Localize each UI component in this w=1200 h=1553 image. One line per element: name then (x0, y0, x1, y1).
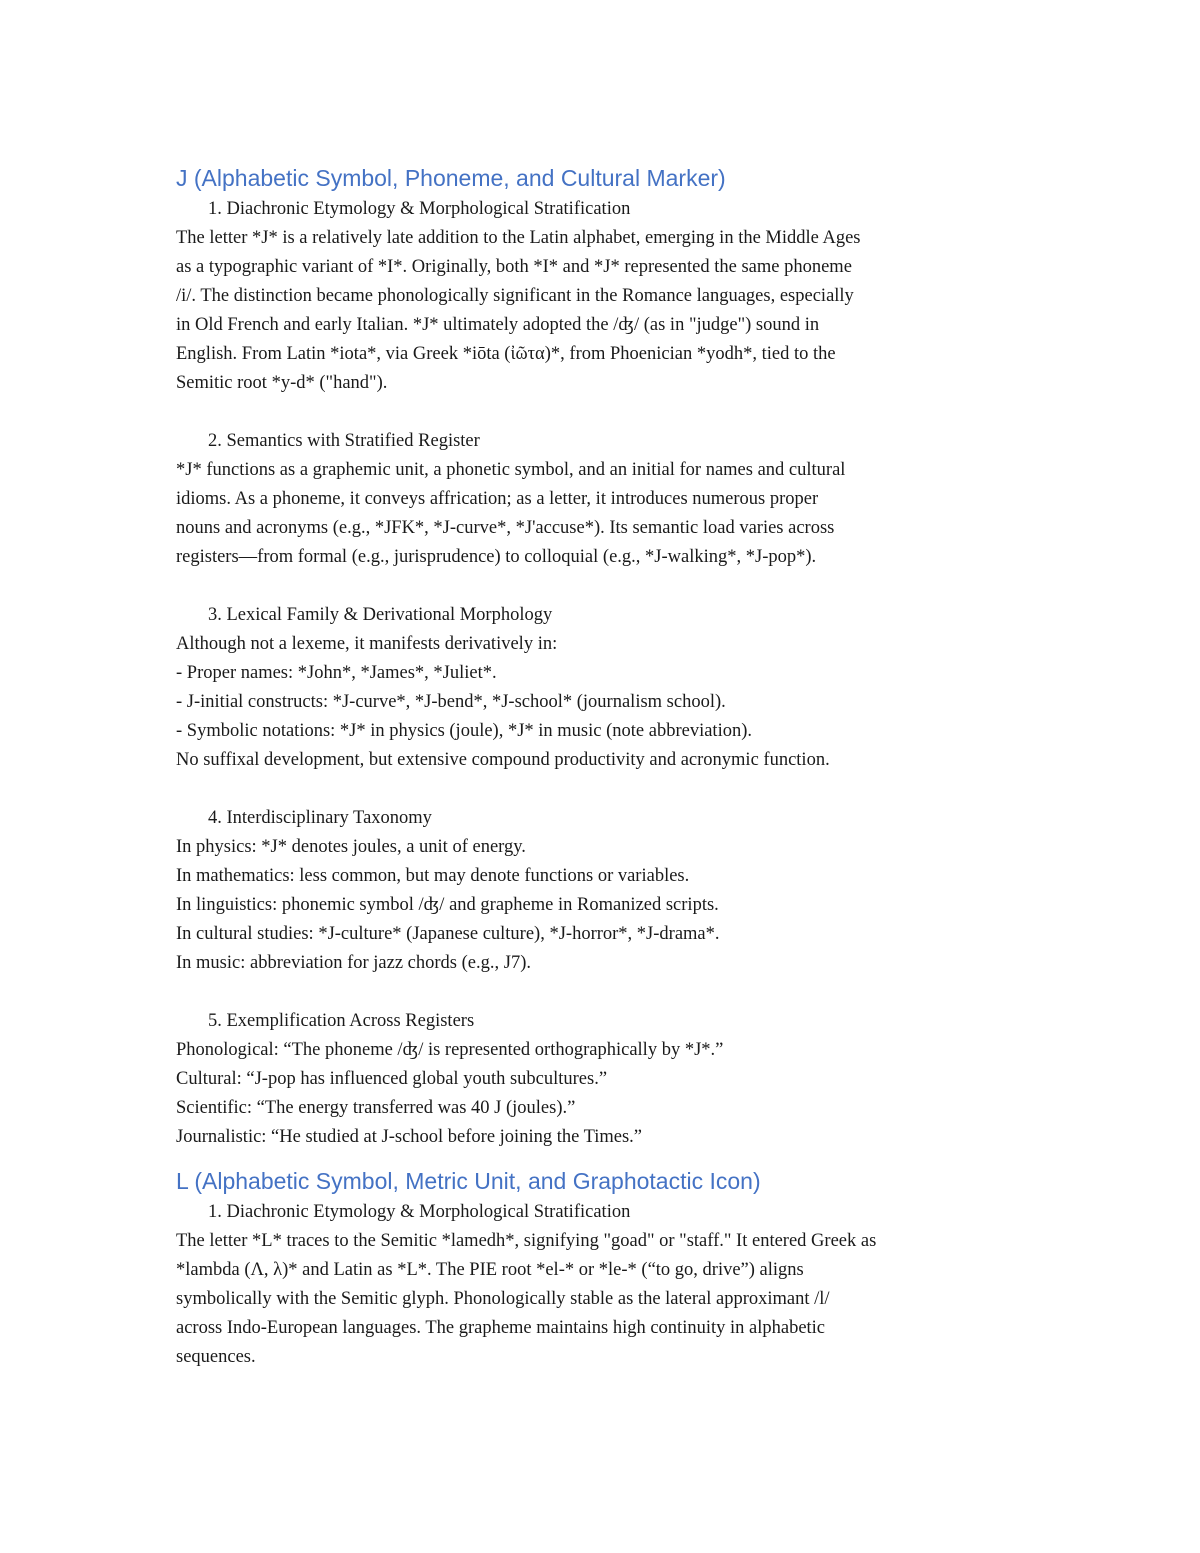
body-line: English. From Latin *iota*, via Greek *iōta (ἰῶτα)*, from Phoenician *yodh*, tied to the (176, 344, 836, 364)
body-line: Scientific: “The energy transferred was 40 J (joules).” (176, 1098, 576, 1118)
paragraph-gap (176, 775, 1036, 804)
body-line: In linguistics: phonemic symbol /ʤ/ and grapheme in Romanized scripts. (176, 895, 719, 915)
body-line: *lambda (Λ, λ)* and Latin as *L*. The PIE root *el-* or *le-* (“to go, drive”) aligns (176, 1260, 804, 1280)
body-line: In music: abbreviation for jazz chords (e.g., J7). (176, 953, 531, 973)
body-line: The letter *J* is a relatively late addition to the Latin alphabet, emerging in the Middle Ages (176, 228, 861, 248)
paragraph-gap (176, 398, 1036, 427)
body-line: Phonological: “The phoneme /ʤ/ is represented orthographically by *J*.” (176, 1040, 724, 1060)
body-line: nouns and acronyms (e.g., *JFK*, *J-curve*, *J'accuse*). Its semantic load varies across (176, 518, 835, 538)
body-line: The letter *L* traces to the Semitic *lamedh*, signifying "goad" or "staff." It entered Greek as (176, 1231, 877, 1251)
body-line: symbolically with the Semitic glyph. Phonologically stable as the lateral approximant /l/ (176, 1289, 830, 1309)
body-line: *J* functions as a graphemic unit, a phonetic symbol, and an initial for names and cultural (176, 460, 846, 480)
body-line: registers—from formal (e.g., jurisprudence) to colloquial (e.g., *J-walking*, *J-pop*). (176, 547, 817, 567)
body-line: In physics: *J* denotes joules, a unit of energy. (176, 837, 526, 857)
paragraph-gap (176, 978, 1036, 1007)
body-line: - Proper names: *John*, *James*, *Juliet*. (176, 663, 497, 683)
body-line: idioms. As a phoneme, it conveys affrication; as a letter, it introduces numerous proper (176, 489, 819, 509)
body-line: /i/. The distinction became phonologically significant in the Romance languages, especially (176, 286, 854, 306)
entry-heading-j: J (Alphabetic Symbol, Phoneme, and Cultural Marker) (176, 165, 726, 191)
section-j-3 (176, 601, 1036, 775)
section-title: 1. Diachronic Etymology & Morphological Stratification (208, 1202, 631, 1222)
body-line: Although not a lexeme, it manifests derivatively in: (176, 634, 558, 654)
body-line: Journalistic: “He studied at J-school before joining the Times.” (176, 1127, 643, 1147)
body-line: Cultural: “J-pop has influenced global youth subcultures.” (176, 1069, 608, 1089)
body-line: - J-initial constructs: *J-curve*, *J-bend*, *J-school* (journalism school). (176, 692, 726, 712)
section-title: 2. Semantics with Stratified Register (208, 431, 480, 451)
section-title: 1. Diachronic Etymology & Morphological Stratification (208, 199, 631, 219)
body-line: In cultural studies: *J-culture* (Japanese culture), *J-horror*, *J-drama*. (176, 924, 720, 944)
body-line: across Indo-European languages. The grapheme maintains high continuity in alphabetic (176, 1318, 826, 1338)
section-l-1 (176, 1198, 1036, 1372)
section-title: 5. Exemplification Across Registers (208, 1011, 475, 1031)
entry-heading-l: L (Alphabetic Symbol, Metric Unit, and Graphotactic Icon) (176, 1168, 761, 1194)
section-j-4 (176, 804, 1036, 978)
body-line: - Symbolic notations: *J* in physics (joule), *J* in music (note abbreviation). (176, 721, 752, 741)
document-page (176, 163, 1036, 1372)
section-title: 4. Interdisciplinary Taxonomy (208, 808, 432, 828)
body-line: No suffixal development, but extensive compound productivity and acronymic function. (176, 750, 830, 770)
body-line: in Old French and early Italian. *J* ultimately adopted the /ʤ/ (as in "judge") sound in (176, 315, 820, 335)
section-j-1 (176, 195, 1036, 398)
section-j-5 (176, 1007, 1036, 1152)
section-title: 3. Lexical Family & Derivational Morphology (208, 605, 553, 625)
body-line: In mathematics: less common, but may denote functions or variables. (176, 866, 690, 886)
body-line: Semitic root *y-d* ("hand"). (176, 373, 388, 393)
section-j-2 (176, 427, 1036, 572)
body-line: sequences. (176, 1347, 256, 1367)
body-line: as a typographic variant of *I*. Originally, both *I* and *J* represented the same phoneme (176, 257, 852, 277)
paragraph-gap (176, 572, 1036, 601)
